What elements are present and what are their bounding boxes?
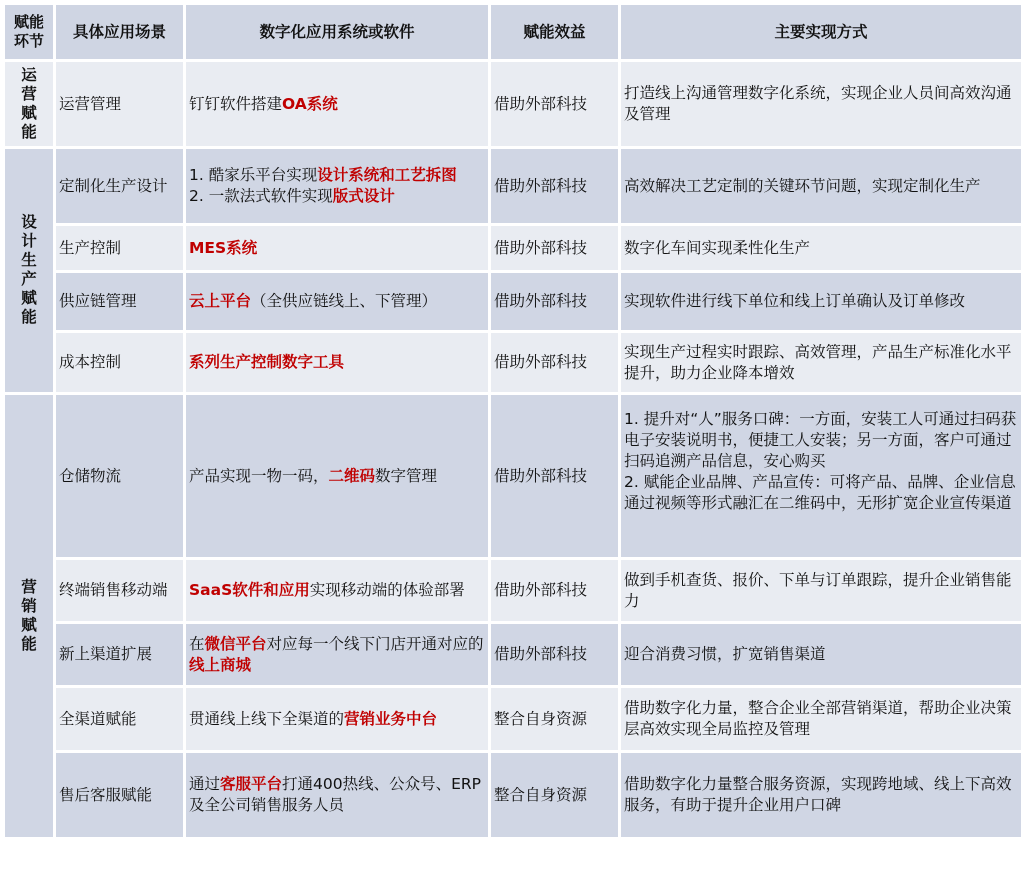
group-label: 营销赋能 bbox=[21, 577, 37, 653]
method-cell bbox=[621, 62, 1021, 146]
system-cell bbox=[186, 333, 488, 392]
system-cell bbox=[186, 395, 488, 557]
system-line bbox=[189, 238, 485, 259]
highlighted-system-name: 营销业务中台 bbox=[344, 709, 438, 728]
system-cell bbox=[186, 149, 488, 223]
system-text: 钉钉软件搭建 bbox=[189, 94, 283, 113]
benefit-cell: 借助外部科技 bbox=[491, 333, 618, 392]
system-cell bbox=[186, 62, 488, 146]
scene-cell: 仓储物流 bbox=[56, 395, 183, 557]
system-text: 在 bbox=[189, 634, 205, 653]
method-line: 高效解决工艺定制的关键环节问题，实现定制化生产 bbox=[624, 176, 981, 195]
group-cell bbox=[5, 395, 53, 837]
method-line: 借助数字化力量整合服务资源，实现跨地域、线上下高效服务，有助于提升企业用户口碑 bbox=[624, 775, 1012, 814]
header-system: 数字化应用系统或软件 bbox=[186, 5, 488, 59]
group-cell bbox=[5, 62, 53, 146]
method-cell bbox=[621, 624, 1021, 685]
table-row bbox=[5, 753, 1021, 837]
benefit-cell: 整合自身资源 bbox=[491, 688, 618, 750]
highlighted-system-name: SaaS软件和应用 bbox=[189, 581, 310, 599]
table-row bbox=[5, 149, 1021, 223]
table-row bbox=[5, 273, 1021, 330]
highlighted-system-name: MES系统 bbox=[189, 238, 258, 257]
highlighted-system-name: 线上商城 bbox=[189, 655, 252, 674]
system-text: 对应每一个线下门店开通对应的 bbox=[266, 634, 484, 653]
system-line bbox=[189, 634, 485, 676]
group-cell bbox=[5, 149, 53, 392]
system-line bbox=[189, 94, 485, 115]
header-method: 主要实现方式 bbox=[621, 5, 1021, 59]
header-scene: 具体应用场景 bbox=[56, 5, 183, 59]
table-row bbox=[5, 688, 1021, 750]
table-row bbox=[5, 333, 1021, 392]
system-cell bbox=[186, 624, 488, 685]
table-row bbox=[5, 624, 1021, 685]
method-cell bbox=[621, 560, 1021, 621]
system-cell bbox=[186, 688, 488, 750]
scene-cell: 售后客服赋能 bbox=[56, 753, 183, 837]
system-line bbox=[189, 709, 485, 730]
method-cell bbox=[621, 226, 1021, 270]
system-line bbox=[189, 291, 485, 312]
highlighted-system-name: 设计系统和工艺拆图 bbox=[317, 166, 457, 184]
system-text: 2. 一款法式软件实现 bbox=[189, 187, 333, 205]
system-text: 打通400热线、公众号、ERP及全公司销售服务人员 bbox=[189, 775, 482, 814]
table-row bbox=[5, 226, 1021, 270]
system-line bbox=[189, 580, 485, 601]
system-line bbox=[189, 186, 485, 207]
highlighted-system-name: 客服平台 bbox=[220, 775, 283, 793]
system-cell bbox=[186, 560, 488, 621]
system-text: 贯通线上线下全渠道的 bbox=[189, 709, 345, 728]
benefit-cell: 整合自身资源 bbox=[491, 753, 618, 837]
highlighted-system-name: OA系统 bbox=[282, 94, 338, 113]
benefit-cell: 借助外部科技 bbox=[491, 62, 618, 146]
method-cell bbox=[621, 395, 1021, 557]
system-text: 通过 bbox=[189, 775, 221, 793]
scene-cell: 定制化生产设计 bbox=[56, 149, 183, 223]
method-cell bbox=[621, 688, 1021, 750]
system-text: 1. 酷家乐平台实现 bbox=[189, 166, 318, 184]
scene-cell: 全渠道赋能 bbox=[56, 688, 183, 750]
scene-cell: 成本控制 bbox=[56, 333, 183, 392]
highlighted-system-name: 云上平台 bbox=[189, 292, 252, 310]
method-line: 借助数字化力量，整合企业全部营销渠道，帮助企业决策层高效实现全局监控及管理 bbox=[624, 699, 1012, 738]
method-line: 2. 赋能企业品牌、产品宣传：可将产品、品牌、企业信息通过视频等形式融汇在二维码中，无形扩宽企业宣传渠道 bbox=[624, 473, 1016, 512]
highlighted-system-name: 系列生产控制数字工具 bbox=[189, 353, 345, 371]
scene-cell: 运营管理 bbox=[56, 62, 183, 146]
highlighted-system-name: 版式设计 bbox=[332, 187, 395, 205]
scene-cell: 新上渠道扩展 bbox=[56, 624, 183, 685]
method-line: 做到手机查货、报价、下单与订单跟踪，提升企业销售能力 bbox=[624, 570, 1012, 610]
benefit-cell: 借助外部科技 bbox=[491, 273, 618, 330]
system-text: 数字管理 bbox=[375, 466, 438, 485]
group-label: 设计生产赋能 bbox=[21, 213, 37, 326]
system-line bbox=[189, 165, 485, 186]
benefit-cell: 借助外部科技 bbox=[491, 149, 618, 223]
scene-cell: 终端销售移动端 bbox=[56, 560, 183, 621]
benefit-cell: 借助外部科技 bbox=[491, 560, 618, 621]
header-stage: 赋能环节 bbox=[5, 5, 53, 59]
highlighted-system-name: 微信平台 bbox=[204, 634, 267, 653]
system-cell bbox=[186, 226, 488, 270]
system-text: 产品实现一物一码， bbox=[189, 466, 329, 485]
benefit-cell: 借助外部科技 bbox=[491, 226, 618, 270]
scene-cell: 供应链管理 bbox=[56, 273, 183, 330]
table-row bbox=[5, 395, 1021, 557]
method-cell bbox=[621, 149, 1021, 223]
group-label: 运营赋能 bbox=[21, 65, 37, 141]
method-cell bbox=[621, 273, 1021, 330]
table-row bbox=[5, 62, 1021, 146]
scene-cell: 生产控制 bbox=[56, 226, 183, 270]
method-cell bbox=[621, 333, 1021, 392]
method-line: 迎合消费习惯，扩宽销售渠道 bbox=[624, 645, 826, 663]
system-line bbox=[189, 352, 485, 373]
method-line: 实现生产过程实时跟踪、高效管理，产品生产标准化水平提升，助力企业降本增效 bbox=[624, 342, 1012, 382]
system-line bbox=[189, 466, 485, 487]
header-row bbox=[5, 5, 1021, 59]
system-cell bbox=[186, 753, 488, 837]
highlighted-system-name: 二维码 bbox=[328, 466, 376, 485]
method-line: 打造线上沟通管理数字化系统，实现企业人员间高效沟通及管理 bbox=[624, 84, 1012, 123]
method-cell bbox=[621, 753, 1021, 837]
method-line: 实现软件进行线下单位和线上订单确认及订单修改 bbox=[624, 292, 966, 310]
enablement-table bbox=[2, 2, 1024, 840]
system-text: 实现移动端的体验部署 bbox=[309, 581, 465, 599]
table-row bbox=[5, 560, 1021, 621]
system-cell bbox=[186, 273, 488, 330]
benefit-cell: 借助外部科技 bbox=[491, 624, 618, 685]
header-benefit: 赋能效益 bbox=[491, 5, 618, 59]
method-line: 数字化车间实现柔性化生产 bbox=[624, 238, 811, 257]
system-line bbox=[189, 774, 485, 816]
system-text: （全供应链线上、下管理） bbox=[251, 292, 438, 310]
benefit-cell: 借助外部科技 bbox=[491, 395, 618, 557]
method-line: 1. 提升对“人”服务口碑：一方面，安装工人可通过扫码获电子安装说明书，便捷工人安装；另一方面，客户可通过扫码追溯产品信息，安心购买 bbox=[624, 410, 1017, 470]
